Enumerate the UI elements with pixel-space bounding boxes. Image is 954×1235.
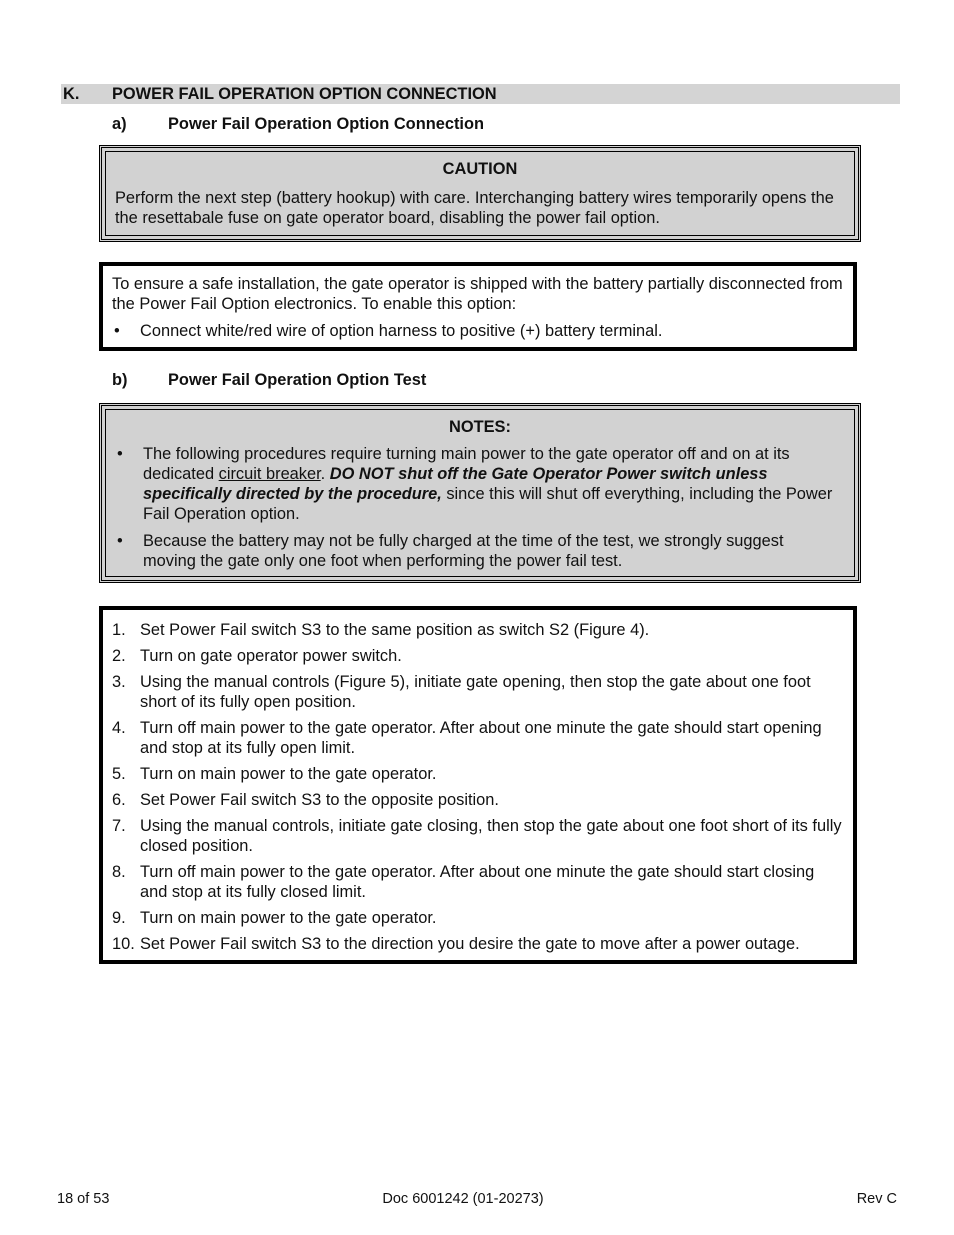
note-1-text-b: . — [320, 465, 330, 483]
test-steps-box — [99, 606, 857, 964]
subsection-a-title: Power Fail Operation Option Connection — [168, 115, 484, 133]
step-number: 8. — [112, 863, 126, 881]
step-item — [103, 934, 853, 954]
subsection-b-title: Power Fail Operation Option Test — [168, 371, 427, 389]
section-letter: K. — [63, 85, 80, 103]
step-item — [103, 790, 853, 810]
step-text: Turn on main power to the gate operator. — [140, 765, 437, 783]
caution-text: Perform the next step (battery hookup) with care. Interchanging battery wires temporarily opens the the resettabale fuse on gate operator board, disabling the power fail option. — [115, 189, 834, 227]
section-header — [61, 84, 900, 104]
step-number: 3. — [112, 673, 126, 691]
notes-box — [99, 403, 861, 583]
test-steps-list — [103, 620, 853, 954]
step-text: Set Power Fail switch S3 to the opposite position. — [140, 791, 499, 809]
note-1-warning: DO NOT shut off the Gate Operator Power switch unless specifically directed by the procedure, — [143, 465, 768, 503]
step-number: 2. — [112, 647, 126, 665]
note-item-1 — [106, 444, 854, 524]
install-note-bullet — [103, 321, 853, 341]
step-item — [103, 620, 853, 640]
step-number: 1. — [112, 621, 126, 639]
step-text: Turn off main power to the gate operator. After about one minute the gate should start opening and stop at its fully open limit. — [140, 719, 822, 757]
section-title: POWER FAIL OPERATION OPTION CONNECTION — [112, 85, 497, 103]
step-number: 9. — [112, 909, 126, 927]
footer-doc-id: Doc 6001242 (01-20273) — [382, 1191, 544, 1207]
step-number: 7. — [112, 817, 126, 835]
note-1-text-c: since this will shut off everything, including the Power Fail Operation option. — [143, 485, 833, 523]
subsection-a-letter: a) — [112, 115, 127, 133]
circuit-breaker-term: circuit breaker — [218, 465, 321, 483]
bullet-glyph: • — [114, 322, 120, 340]
step-text: Set Power Fail switch S3 to the direction you desire the gate to move after a power outage. — [140, 935, 800, 953]
notes-title: NOTES: — [449, 418, 511, 436]
step-number: 4. — [112, 719, 126, 737]
step-item — [103, 672, 853, 712]
step-number: 10. — [112, 935, 135, 953]
step-number: 5. — [112, 765, 126, 783]
caution-title: CAUTION — [442, 160, 518, 178]
install-note-box — [99, 262, 857, 351]
step-text: Turn on gate operator power switch. — [140, 647, 402, 665]
footer-revision: Rev C — [856, 1191, 897, 1207]
step-item — [103, 646, 853, 666]
step-item — [103, 764, 853, 784]
step-item — [103, 862, 853, 902]
step-text: Set Power Fail switch S3 to the same position as switch S2 (Figure 4). — [140, 621, 650, 639]
note-1-text-a: The following procedures require turning main power to the gate operator off and on at its dedicated — [143, 445, 790, 483]
note-2-text: Because the battery may not be fully charged at the time of the test, we strongly suggest moving the gate only one foot when performing the power fail test. — [143, 532, 784, 570]
bullet-glyph: • — [117, 445, 123, 463]
bullet-glyph: • — [117, 532, 123, 550]
step-text: Using the manual controls, initiate gate closing, then stop the gate about one foot short of its fully closed position. — [140, 817, 842, 855]
install-note-bullet-text: Connect white/red wire of option harness to positive (+) battery terminal. — [140, 322, 663, 340]
step-text: Turn on main power to the gate operator. — [140, 909, 437, 927]
step-text: Using the manual controls (Figure 5), initiate gate opening, then stop the gate about one foot short of its fully open position. — [140, 673, 811, 711]
note-item-2 — [106, 531, 854, 571]
step-item — [103, 718, 853, 758]
step-item — [103, 816, 853, 856]
footer-page-number: 18 of 53 — [57, 1191, 110, 1207]
step-item — [103, 908, 853, 928]
step-text: Turn off main power to the gate operator. After about one minute the gate should start closing and stop at its fully closed limit. — [140, 863, 815, 901]
install-note-text: To ensure a safe installation, the gate operator is shipped with the battery partially disconnected from the Power Fail Option electronics. To enable this option: — [112, 275, 843, 313]
subsection-b-letter: b) — [112, 371, 128, 389]
caution-box — [99, 145, 861, 242]
step-number: 6. — [112, 791, 126, 809]
